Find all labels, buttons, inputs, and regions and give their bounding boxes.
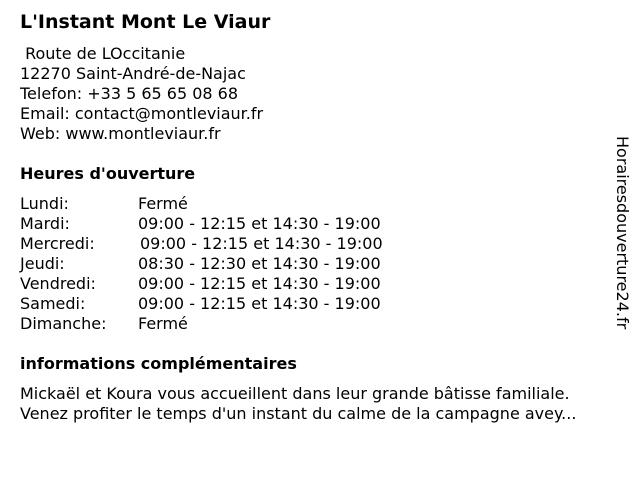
- time-value: 09:00 - 12:15 et 14:30 - 19:00: [140, 234, 383, 253]
- time-value: 09:00 - 12:15 et 14:30 - 19:00: [138, 294, 381, 313]
- info-text: [20, 384, 630, 424]
- day-label: Dimanche:: [20, 314, 107, 333]
- time-value: 09:00 - 12:15 et 14:30 - 19:00: [138, 274, 381, 293]
- business-name: L'Instant Mont Le Viaur: [20, 11, 271, 33]
- day-label: Mercredi:: [20, 234, 95, 253]
- day-label: Samedi:: [20, 294, 86, 313]
- web-line: Web: www.montleviaur.fr: [20, 124, 221, 143]
- address-city: 12270 Saint-André-de-Najac: [20, 64, 246, 83]
- address-street: Route de LOccitanie: [20, 44, 186, 63]
- site-watermark: Horairesdouverture24.fr: [613, 136, 632, 330]
- time-value: 09:00 - 12:15 et 14:30 - 19:00: [138, 214, 381, 233]
- info-heading: informations complémentaires: [20, 354, 297, 373]
- day-label: Vendredi:: [20, 274, 96, 293]
- day-label: Lundi:: [20, 194, 69, 213]
- day-label: Mardi:: [20, 214, 70, 233]
- time-value: Fermé: [138, 194, 188, 213]
- info-line-1: Mickaël et Koura vous accueillent dans leur grande bâtisse familiale.: [20, 384, 570, 403]
- info-line-2: Venez profiter le temps d'un instant du calme de la campagne avey...: [20, 404, 577, 423]
- time-value: Fermé: [138, 314, 188, 333]
- hours-heading: Heures d'ouverture: [20, 164, 196, 183]
- time-value: 08:30 - 12:30 et 14:30 - 19:00: [138, 254, 381, 273]
- day-label: Jeudi:: [20, 254, 65, 273]
- contact-block: [20, 44, 263, 144]
- email-line: Email: contact@montleviaur.fr: [20, 104, 264, 123]
- phone-line: Telefon: +33 5 65 65 08 68: [20, 84, 239, 103]
